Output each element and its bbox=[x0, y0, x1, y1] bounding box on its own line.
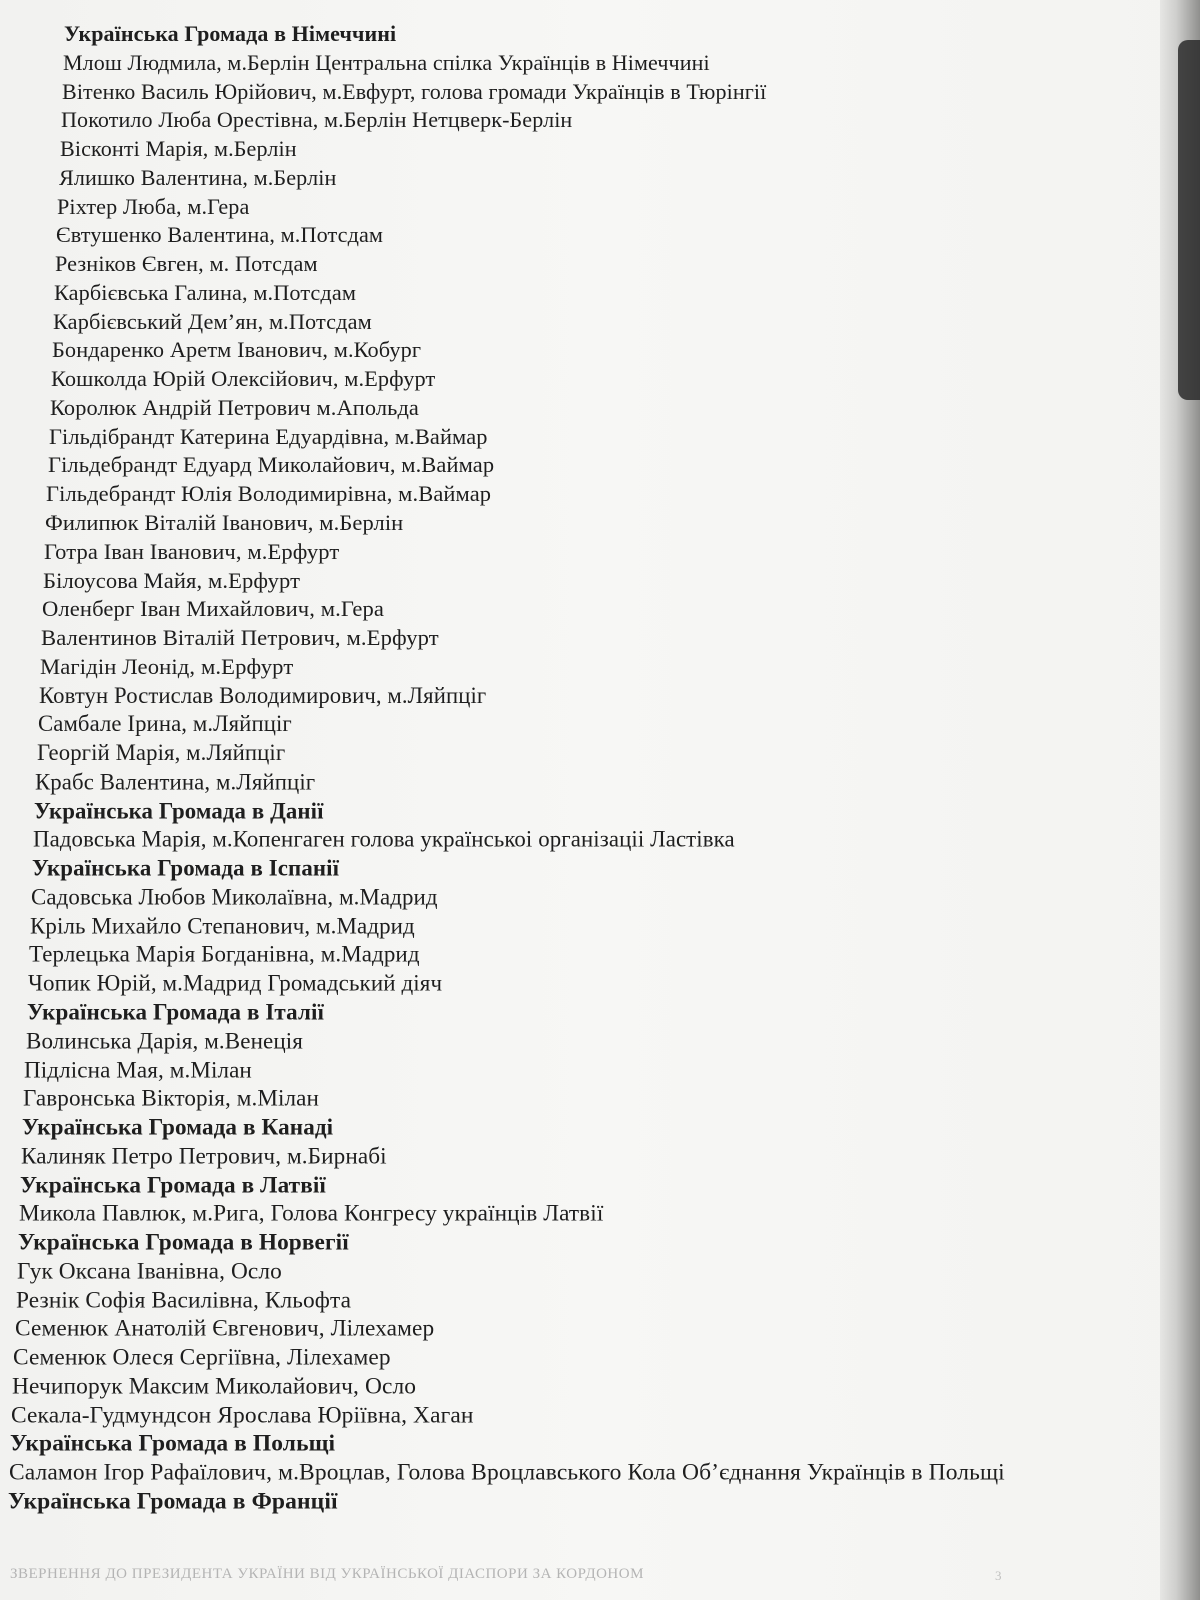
list-item: Филипюк Віталій Іванович, м.Берлін bbox=[45, 509, 404, 536]
list-item: Кошколда Юрій Олексійович, м.Ерфурт bbox=[50, 365, 436, 392]
list-item: Вісконті Марія, м.Берлін bbox=[59, 135, 297, 162]
page-footer bbox=[0, 1560, 1200, 1590]
section-heading: Українська Громада в Італії bbox=[26, 998, 324, 1025]
list-item: Гавронська Вікторія, м.Мілан bbox=[23, 1084, 320, 1111]
list-item: Карбієвський Дем’ян, м.Потсдам bbox=[53, 308, 372, 334]
list-item: Оленберг Іван Михайлович, м.Гера bbox=[42, 595, 385, 622]
list-item: Семенюк Олеся Сергіївна, Лілехамер bbox=[13, 1343, 392, 1370]
section-heading: Українська Громада в Данії bbox=[34, 797, 324, 824]
list-item: Крабс Валентина, м.Ляйпціг bbox=[35, 768, 316, 795]
list-item: Вітенко Василь Юрійович, м.Евфурт, голова громади Українців в Тюрінгії bbox=[61, 78, 767, 104]
list-item: Королюк Андрій Петрович м.Апольда bbox=[49, 394, 419, 421]
list-item: Гільдебрандт Едуард Миколайович, м.Ваймар bbox=[47, 452, 494, 478]
list-item: Резніков Євген, м. Потсдам bbox=[55, 250, 318, 277]
list-item: Микола Павлюк, м.Рига, Голова Конгресу українців Латвії bbox=[18, 1199, 604, 1227]
list-item: Бондаренко Аретм Іванович, м.Кобург bbox=[51, 337, 422, 363]
list-item: Садовська Любов Миколаївна, м.Мадрид bbox=[31, 883, 438, 910]
list-item: Гільдебрандт Юлія Володимирівна, м.Ваймар bbox=[46, 480, 492, 507]
list-item: Валентинов Віталій Петрович, м.Ерфурт bbox=[40, 624, 439, 651]
list-item: Семенюк Анатолій Євгенович, Лілехамер bbox=[14, 1314, 434, 1342]
section-heading: Українська Громада в Латвії bbox=[20, 1170, 327, 1198]
footer-text: ЗВЕРНЕННЯ ДО ПРЕЗИДЕНТА УКРАЇНИ ВІД УКРАЇНСЬКОЇ ДІАСПОРИ ЗА КОРДОНОМ bbox=[10, 1566, 644, 1582]
section-heading: Українська Громада в Норвегії bbox=[17, 1228, 349, 1255]
adjacent-page-edge bbox=[1178, 40, 1200, 400]
list-item: Карбієвська Галина, м.Потсдам bbox=[54, 279, 357, 306]
list-item: Гук Оксана Іванівна, Осло bbox=[16, 1257, 282, 1284]
list-item: Підлісна Мая, м.Мілан bbox=[24, 1055, 253, 1083]
list-item: Покотило Люба Орестівна, м.Берлін Нетцверк-Берлін bbox=[60, 107, 573, 133]
section-heading: Українська Громада в Іспанії bbox=[32, 854, 340, 881]
list-item: Ріхтер Люба, м.Гера bbox=[57, 193, 250, 219]
list-item: Самбале Ірина, м.Ляйпціг bbox=[37, 710, 292, 737]
page-number: 3 bbox=[995, 1568, 1002, 1583]
section-heading: Українська Громада в Німеччині bbox=[64, 21, 397, 46]
list-item: Секала-Гудмундсон Ярослава Юріївна, Хаган bbox=[11, 1400, 474, 1428]
list-item: Білоусова Майя, м.Ерфурт bbox=[43, 567, 301, 593]
list-item: Георгій Марія, м.Ляйпціг bbox=[36, 739, 285, 766]
list-item: Нечипорук Максим Миколайович, Осло bbox=[12, 1372, 417, 1399]
list-item: Терлецька Марія Богданівна, м.Мадрид bbox=[28, 940, 420, 967]
list-item: Готра Іван Іванович, м.Ерфурт bbox=[44, 538, 340, 565]
list-item: Ковтун Ростислав Володимирович, м.Ляйпціг bbox=[38, 682, 487, 708]
list-item: Волинська Дарія, м.Венеція bbox=[25, 1027, 303, 1054]
list-item: Гільдібрандт Катерина Едуардівна, м.Ваймар bbox=[48, 423, 488, 449]
list-item: Чопик Юрій, м.Мадрид Громадський діяч bbox=[27, 969, 442, 996]
list-item: Падовська Марія, м.Копенгаген голова українськоі організаціі Ластівка bbox=[33, 825, 735, 852]
list-item: Саламон Ігор Рафаїлович, м.Вроцлав, Голова Вроцлавського Кола Об’єднання Українців в Польщі bbox=[9, 1458, 1005, 1486]
list-item: Калиняк Петро Петрович, м.Бирнабі bbox=[21, 1142, 387, 1169]
list-item: Магідін Леонід, м.Ерфурт bbox=[39, 653, 294, 680]
list-item: Резнік Софія Василівна, Кльофта bbox=[15, 1285, 351, 1313]
section-heading: Українська Громада в Польщі bbox=[10, 1429, 336, 1457]
section-heading: Українська Громада в Франції bbox=[8, 1487, 338, 1514]
list-item: Млош Людмила, м.Берлін Центральна спілка Українців в Німеччині bbox=[62, 49, 710, 75]
list-item: Ялишко Валентина, м.Берлін bbox=[58, 164, 336, 190]
section-heading: Українська Громада в Канаді bbox=[22, 1113, 334, 1140]
list-item: Кріль Михайло Степанович, м.Мадрид bbox=[29, 912, 415, 939]
list-item: Євтушенко Валентина, м.Потсдам bbox=[56, 222, 384, 248]
